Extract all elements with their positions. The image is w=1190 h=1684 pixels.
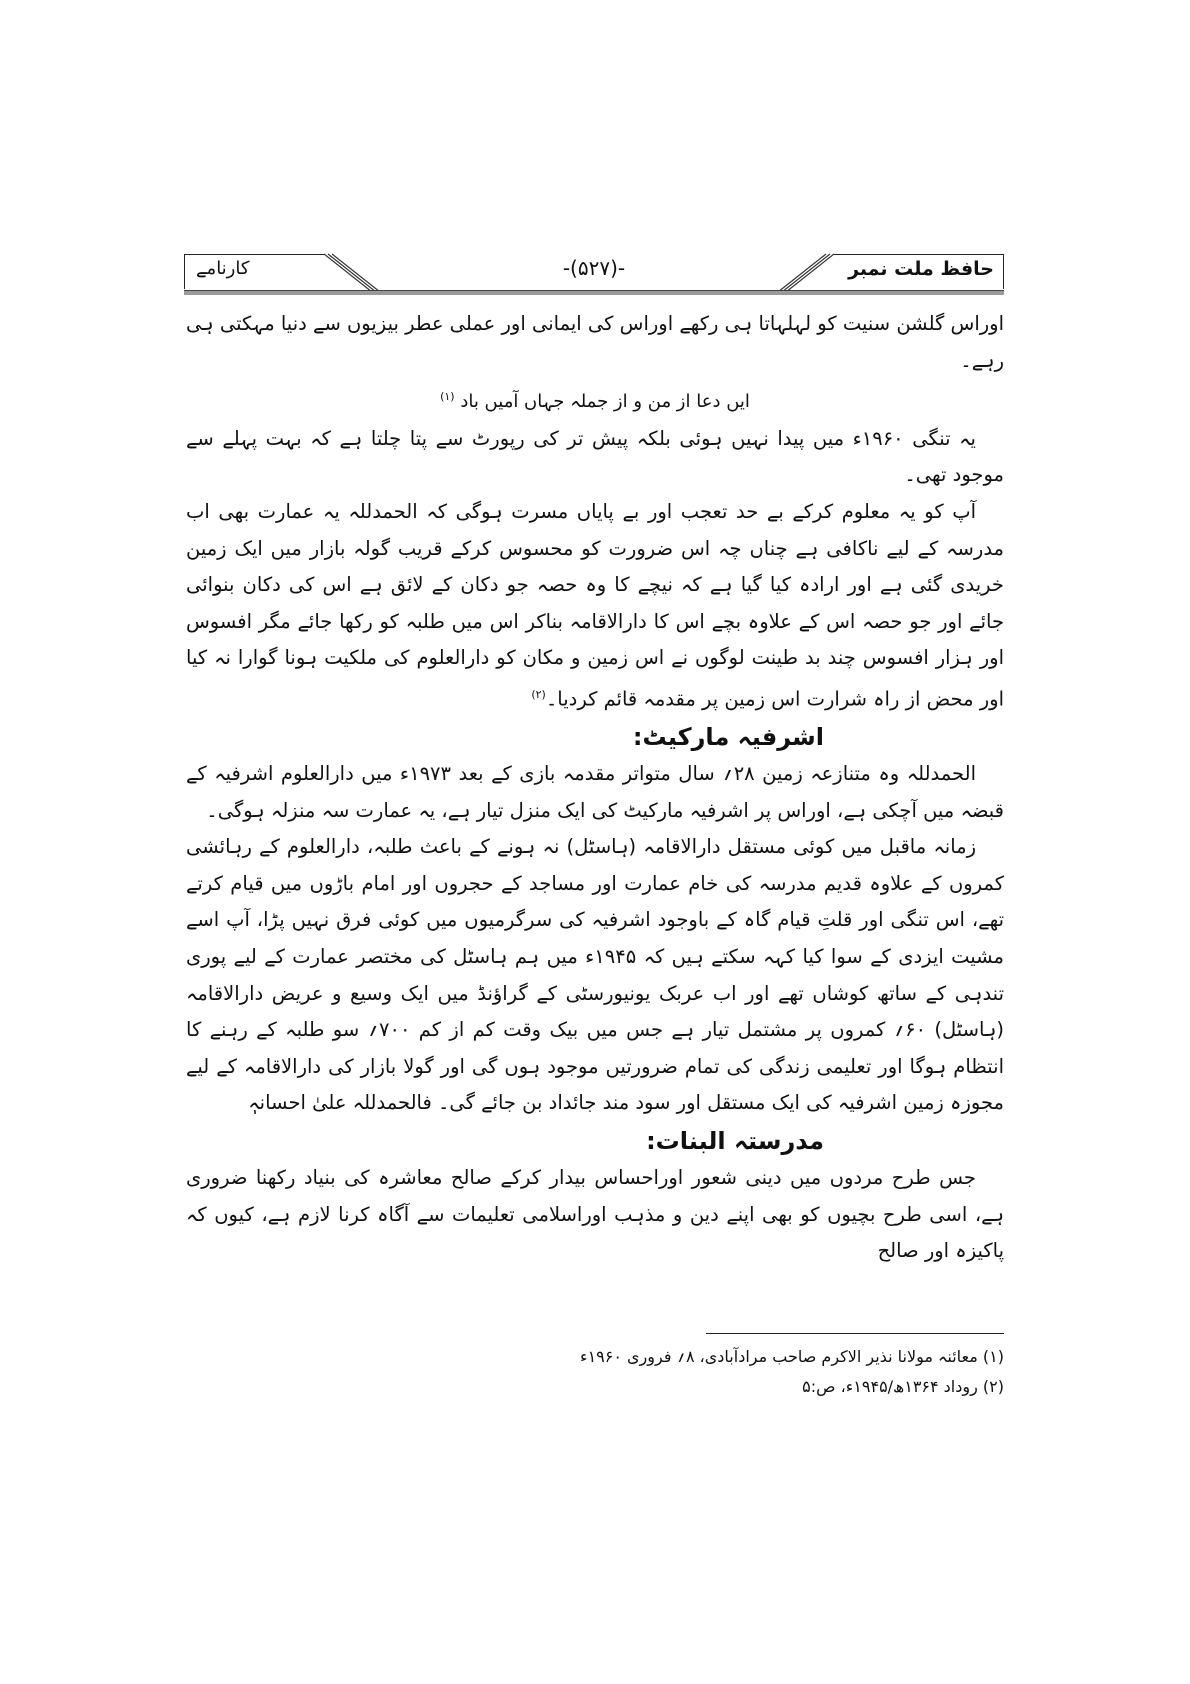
paragraph-3 (186, 494, 1004, 718)
paragraph-3-text: آپ کو یہ معلوم کرکے بے حد تعجب اور بے پایاں مسرت ہوگی کہ الحمدللہ یہ عمارت بھی اب مدرسہ کے لیے ناکافی ہے چناں چہ اس ضرورت کو محسوس کرکے قریب گولہ بازار میں ایک زمین خریدی گئی ہے اور ارادہ کیا گیا ہے کہ نیچے کا وہ حصہ جو دکان کے لائق ہے اس کی دکان بنوائی جائے اور جو حصہ اس کے علاوہ بچے اس کا دارالاقامہ بناکر اس میں طلبہ کو رکھا جائے مگر افسوس اور ہزار افسوس چند بد طینت لوگوں نے اس زمین و مکان کو دارالعلوم کی ملکیت ہونا گوارا نہ کیا اور محض از راہ شرارت اس زمین پر مقدمہ قائم کردیا۔ (186, 499, 1004, 711)
journal-title: حافظ ملت نمبر (848, 258, 994, 280)
header-rule (184, 290, 1004, 295)
paragraph-2: یہ تنگی ۱۹۶۰ء میں پیدا نہیں ہوئی بلکہ پیش تر کی رپورٹ سے پتا چلتا ہے کہ بہت پہلے سے موجود تھی۔ (186, 426, 1004, 487)
page-header (184, 246, 1004, 294)
paragraph-4: الحمدللہ وہ متنازعہ زمین ۲۸؍ سال متواتر مقدمہ بازی کے بعد ۱۹۷۳ء میں دارالعلوم اشرفیہ کے قبضہ میں آچکی ہے، اوراس پر اشرفیہ مارکیٹ کی ایک منزل تیار ہے، یہ عمارت سہ منزلہ ہوگی۔ (186, 762, 1004, 822)
heading-ashrafia-market: اشرفیہ مارکیٹ: (632, 723, 824, 752)
section-title: کارنامے (196, 258, 250, 279)
footnote-ref-1: (۱) (440, 390, 455, 404)
page-number: -(۵۲۷)- (562, 256, 626, 280)
footnote-ref-2: (۲) (531, 687, 546, 701)
footnote-1: (۱) معائنہ مولانا نذیر الاکرم صاحب مرادآبادی، ۸؍ فروری ۱۹۶۰ء (580, 1347, 1004, 1366)
paragraph-6: جس طرح مردوں میں دینی شعور اوراحساس بیدار کرکے صالح معاشرہ کی بنیاد رکھنا ضروری ہے، اسی طرح بچیوں کو بھی اپنے دین و مذہب اوراسلامی تعلیمات سے آگاہ کرنا لازم ہے، کیوں کہ پاکیزہ اور صالح (186, 1165, 1004, 1263)
heading-madrasatul-banat: مدرستہ البنات: (646, 1126, 824, 1155)
paragraph-5: زمانہ ماقبل میں کوئی مستقل دارالاقامہ (ہاسٹل) نہ ہونے کے باعث طلبہ، دارالعلوم کے رہائشی کمروں کے علاوہ قدیم مدرسہ کی خام عمارت اور مساجد کے حجروں اور امام باڑوں میں قیام کرتے تھے، اس تنگی اور قلتِ قیام گاہ کے باوجود اشرفیہ کی سرگرمیوں میں کوئی فرق نہیں پڑا، آپ اسے مشیت ایزدی کے سوا کیا کہہ سکتے ہیں کہ ۱۹۴۵ء میں ہم ہاسٹل کی مختصر عمارت کے لیے پوری تندہی کے ساتھ کوشاں تھے اور اب عربک یونیورسٹی کے گراؤنڈ میں ایک وسیع و عریض دارالاقامہ (ہاسٹل) ۶۰؍ کمروں پر مشتمل تیار ہے جس میں بیک وقت کم از کم ۷۰۰؍ سو طلبہ کے رہنے کا انتظام ہوگا اور تعلیمی زندگی کی تمام ضرورتیں موجود ہوں گی اور گولا بازار کی دارالاقامہ کے لیے مجوزہ زمین اشرفیہ کی ایک مستقل اور سود مند جائداد بن جائے گی۔ فالحمدللہ علیٰ احسانہٖ (186, 835, 1004, 1115)
footnote-2: (۲) روداد ۱۳۶۴ھ/۱۹۴۵ء، ص:۵ (802, 1377, 1004, 1396)
couplet (186, 379, 1004, 421)
paragraph-1: اوراس گلشن سنیت کو لہلہاتا ہی رکھے اوراس کی ایمانی اور عملی عطر بیزیوں سے دنیا مہکتی ہی رہے۔ (186, 312, 1004, 372)
footnotes (560, 1342, 1004, 1402)
footnote-separator (706, 1333, 1004, 1334)
body-text (186, 306, 1004, 1270)
couplet-text: ایں دعا از من و از جملہ جہاں آمیں باد (460, 391, 750, 413)
